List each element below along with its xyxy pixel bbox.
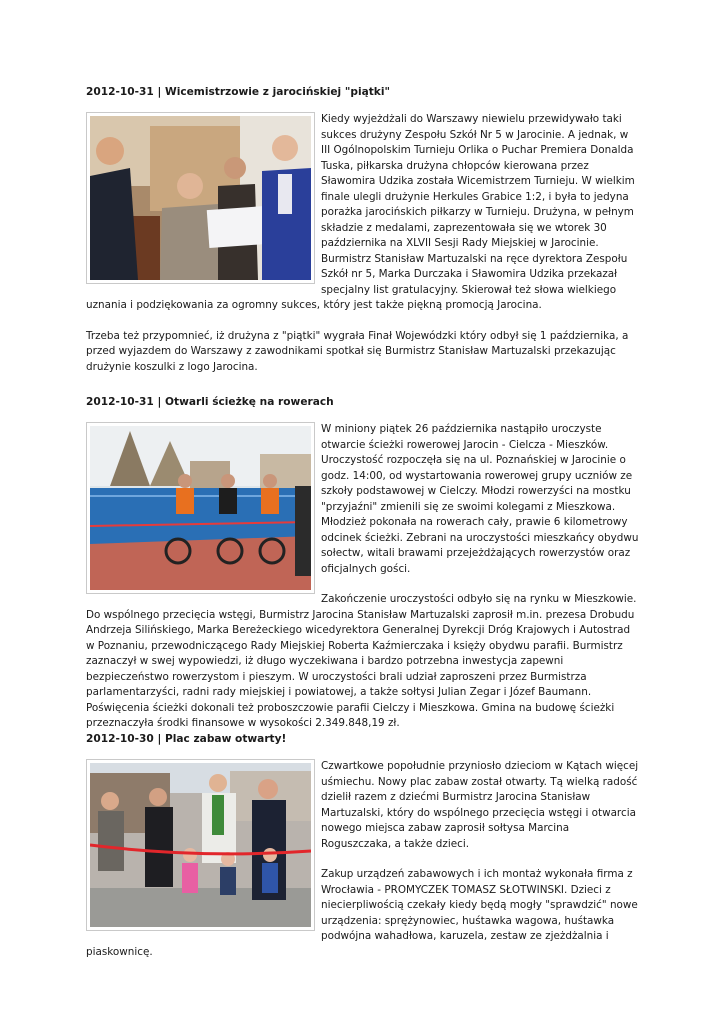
news-article <box>86 396 639 732</box>
article-paragraph: Zakończenie uroczystości odbyło się na rynku w Mieszkowie. Do wspólnego przecięcia wstęgi, Burmistrz Jarocina Stanisław Martuzalski zaprosił m.in. prezesa Drobudu Andrzeja Silińskiego, Marka Bereżeckiego wicedyrektora Generalnej Dyrekcji Dróg Krajowych i Autostrad w Poznaniu, przewodniczącego Rady Miejskiej Roberta Kaźmierczaka i księży obydwu parafii. Burmistrz zaznaczył w swej wypowiedzi, iż długo wyczekiwana i bardzo potrzebna inwestycja zapewni bezpieczeństwo rowerzystom i pieszym. W uroczystości brali udział zaproszeni przez Burmistrza parlamentarzyści, radni rady miejskiej i powiatowej, a także sołtysi Julian Zegar i Józef Baumann. Poświęcenia ścieżki dokonali też proboszczowie parafii Cielczy i Mieszkowa. Gmina na budowę ścieżki przeznaczyła środki finansowe w wysokości 2.349.848,19 zł. <box>86 593 637 729</box>
article-title: 2012-10-31 | Otwarli ścieżkę na rowerach <box>86 396 334 408</box>
news-article <box>86 733 639 960</box>
news-article <box>86 86 639 375</box>
article-paragraph: Trzeba też przypomnieć, iż drużyna z "piątki" wygrała Finał Wojewódzki który odbył się 1 października, a przed wyjazdem do Warszawy z zawodnikami spotkał się Burmistrz Stanisław Martuzalski przekazując drużynie koszulki z logo Jarocina. <box>86 329 629 373</box>
article-title: 2012-10-30 | Plac zabaw otwarty! <box>86 733 287 745</box>
article-title: 2012-10-31 | Wicemistrzowie z jarocińskiej "piątki" <box>86 86 391 98</box>
article-photo-playground <box>86 759 315 931</box>
article-paragraph: Czwartkowe popołudnie przyniosło dzieciom w Kątach więcej uśmiechu. Nowy plac zabaw został otwarty. Tą wielką radość dzielił razem z dziećmi Burmistrz Jarocina Stanisław Martuzalski, który do wspólnego przecięcia wstęgi i otwarcia nowego miejsca zabaw zaprosił sołtysa Marcina Roguszczaka, a także dzieci. <box>321 760 639 850</box>
article-paragraph: Zakup urządzeń zabawowych i ich montaż wykonała firma z Wrocławia - PROMYCZEK TOMASZ SŁOTWINSKI. Dzieci z niecierpliwością czekały kiedy będą mogły "sprawdzić" nowe urządzenia: sprężynowiec, huśtawka wagowa, huśtawka podwójna wahadłowa, karuzela, zestaw ze zjeżdżalnia i piaskownicę. <box>86 868 638 958</box>
article-photo-bicycles <box>86 422 315 594</box>
article-paragraph: Kiedy wyjeżdżali do Warszawy niewielu przewidywało taki sukces drużyny Zespołu Szkół Nr 5 w Jarocinie. A jednak, w III Ogólnopolskim Turnieju Orlika o Puchar Premiera Donalda Tuska, piłkarska drużyna chłopców kierowana przez Sławomira Udzika została Wicemistrzem Turnieju. W wielkim finale ulegli drużynie Herkules Grabice 1:2, i była to jedyna porażka jarocińskich piłkarzy w Turnieju. Drużyna, w pełnym składzie z medalami, zaprezentowała się we wtorek 30 października na XLVII Sesji Rady Miejskiej w Jarocinie. Burmistrz Stanisław Martuzalski na ręce dyrektora Zespołu Szkół nr 5, Marka Durczaka i Sławomira Udzika przekazał specjalny list gratulacyjny. Skierował też słowa wielkiego uznania i podziękowania za ogromny sukces, który jest także piękną promocją Jarocina. <box>86 113 635 311</box>
article-paragraph: W miniony piątek 26 października nastąpiło uroczyste otwarcie ścieżki rowerowej Jarocin - Cielcza - Mieszków. Uroczystość rozpoczęła się na ul. Poznańskiej w Jarocinie o godz. 14:00, od wystartowania rowerowej grupy uczniów ze szkoły podstawowej w Cielczy. Młodzi rowerzyści na mostku "przyjaźni" zmienili się ze swoimi kolegami z Mieszkowa. Młodzież pokonała na rowerach cały, prawie 6 kilometrowy odcinek ścieżki. Zebrani na uroczystości mieszkańcy obydwu sołectw, witali brawami przejeżdżających rowerzystów oraz oficjalnych gości. <box>321 423 639 575</box>
article-photo-award <box>86 112 315 284</box>
